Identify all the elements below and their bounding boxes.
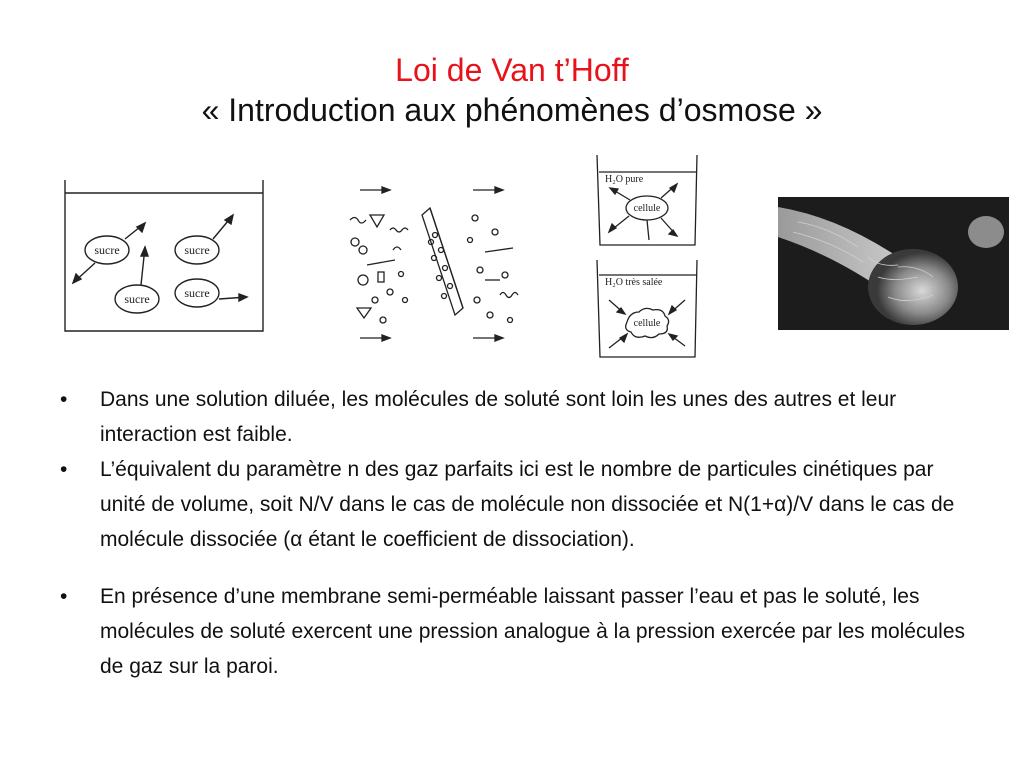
sugar-molecule	[73, 223, 145, 283]
svg-text:sucre: sucre	[94, 243, 120, 257]
slide-title	[0, 50, 1024, 130]
cell-osmosis-figure	[585, 150, 720, 365]
salty-water-beaker	[597, 260, 697, 357]
sugar-molecule	[115, 247, 159, 313]
svg-text:sucre: sucre	[124, 292, 150, 306]
svg-text:H₂O très salée: H₂O très salée	[605, 277, 663, 288]
bullet-item: • Dans une solution diluée, les molécules de soluté sont loin les unes des autres et leur interaction est faible.	[60, 382, 970, 452]
bullet-list	[60, 382, 970, 684]
semipermeable-membrane	[422, 208, 463, 315]
sugar-beaker-figure	[55, 175, 270, 335]
membrane-diffusion-figure	[335, 180, 535, 350]
bullet-item: • En présence d’une membrane semi-perméable laissant passer l’eau et pas le soluté, les molécules de soluté exercent une pression analogue à la pression exercée par les molécules de gaz sur la paroi.	[60, 579, 970, 684]
svg-text:cellule: cellule	[633, 318, 661, 329]
title-line-1: Loi de Van t’Hoff	[395, 52, 629, 88]
pure-water-beaker	[597, 155, 697, 245]
svg-text:cellule: cellule	[633, 203, 661, 214]
svg-text:sucre: sucre	[184, 286, 210, 300]
sugar-molecule	[175, 215, 233, 264]
solute-particles	[350, 215, 408, 323]
bullet-item: • L’équivalent du paramètre n des gaz parfaits ici est le nombre de particules cinétiques par unité de volume, soit N/V dans le cas de molécule non dissociée et N(1+α)/V dans le cas de molécule dissociée (α étant le coefficient de dissociation).	[60, 452, 970, 557]
sugar-molecule	[175, 279, 247, 307]
title-line-2: « Introduction aux phénomènes d’osmose »	[201, 92, 823, 128]
solvent-particles	[468, 215, 519, 323]
svg-text:H₂O pure: H₂O pure	[605, 174, 644, 185]
svg-text:sucre: sucre	[184, 243, 210, 257]
micrograph-image	[778, 197, 1009, 330]
